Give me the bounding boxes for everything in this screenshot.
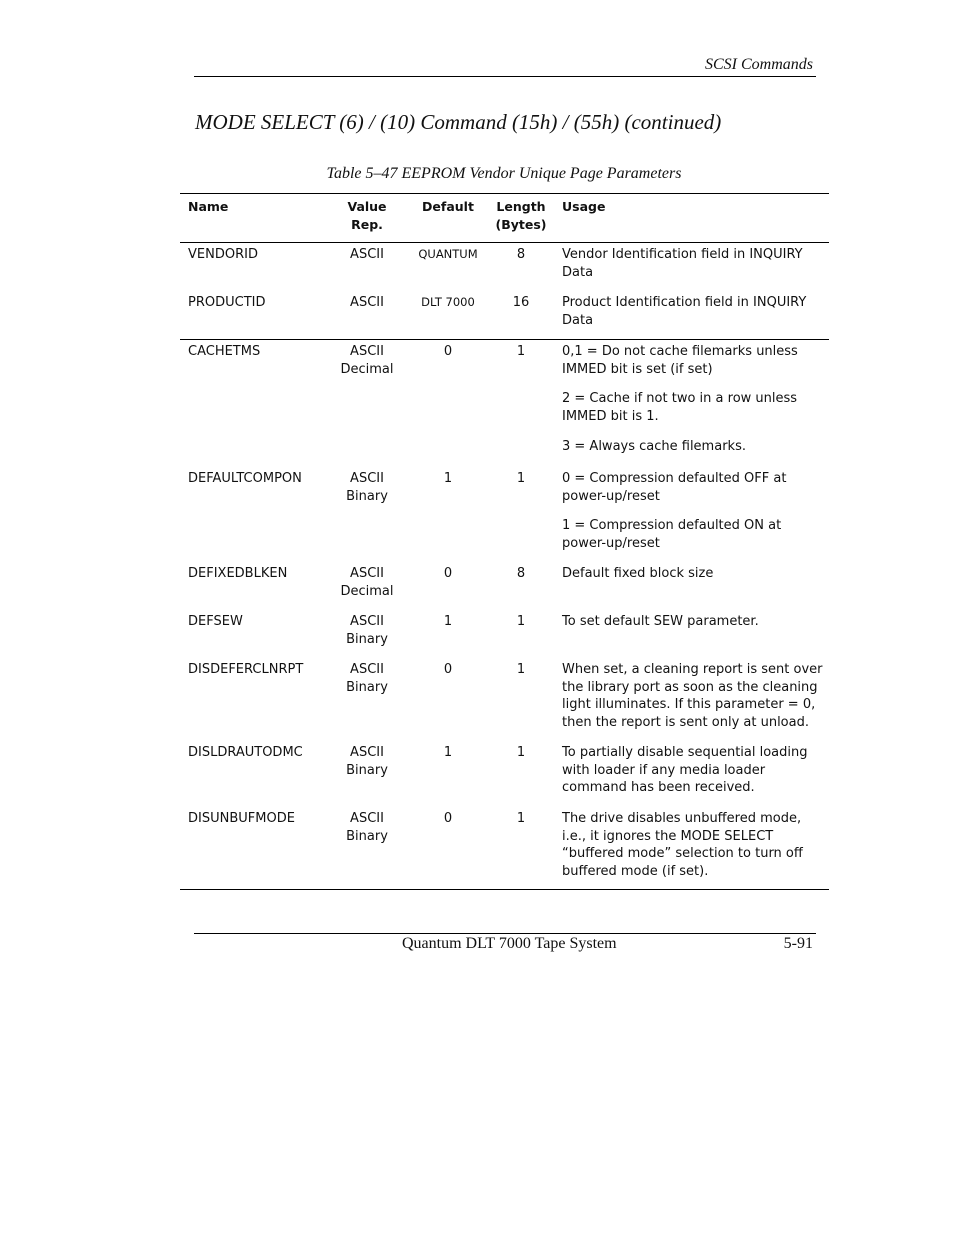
row-length-cachetms: 1 bbox=[516, 344, 526, 359]
running-header: SCSI Commands bbox=[704, 56, 813, 73]
row-default-defsew: 1 bbox=[443, 614, 453, 629]
row-usage-vendorid: Vendor Identification field in INQUIRY Data bbox=[562, 247, 803, 280]
row-default-disldrautodmc: 1 bbox=[443, 745, 453, 760]
row-name-defsew: DEFSEW bbox=[188, 614, 243, 629]
row-default-defixedblken: 0 bbox=[443, 566, 453, 581]
row-usage-cachetms: 0,1 = Do not cache filemarks unless IMMED bit is set (if set) 2 = Cache if not two in a row unless IMMED bit is 1. 3 = Always cache filemarks. bbox=[562, 344, 798, 454]
row-default-cachetms: 0 bbox=[443, 344, 453, 359]
row-usage-defaultcompon: 0 = Compression defaulted OFF at power-up/reset 1 = Compression defaulted ON at power-up/reset bbox=[562, 471, 787, 552]
section-title: MODE SELECT (6) / (10) Command (15h) / (55h) (continued) bbox=[195, 110, 722, 134]
footer-rule bbox=[194, 933, 816, 934]
row-name-disdeferclnrpt: DISDEFERCLNRPT bbox=[188, 662, 304, 677]
row-rep-productid: ASCII bbox=[350, 295, 384, 310]
row-rep-disunbufmode: ASCII Binary bbox=[346, 811, 388, 844]
row-usage-disunbufmode: The drive disables unbuffered mode, i.e., it ignores the MODE SELECT “buffered mode” selection to turn off buffered mode (if set). bbox=[562, 811, 803, 880]
row-rep-vendorid: ASCII bbox=[350, 247, 384, 262]
row-length-disunbufmode: 1 bbox=[516, 811, 526, 826]
row-length-defsew: 1 bbox=[516, 614, 526, 629]
column-header-name: Name bbox=[188, 199, 229, 214]
row-usage-defixedblken: Default fixed block size bbox=[562, 566, 714, 581]
group-rule bbox=[180, 339, 829, 340]
row-usage-productid: Product Identification field in INQUIRY Data bbox=[562, 295, 807, 328]
row-name-disldrautodmc: DISLDRAUTODMC bbox=[188, 745, 303, 760]
row-rep-defixedblken: ASCII Decimal bbox=[340, 566, 394, 599]
row-rep-cachetms: ASCII Decimal bbox=[340, 344, 394, 377]
row-default-vendorid: QUANTUM bbox=[418, 247, 478, 261]
row-name-defaultcompon: DEFAULTCOMPON bbox=[188, 471, 302, 486]
column-header-default: Default bbox=[422, 199, 474, 214]
row-name-cachetms: CACHETMS bbox=[188, 344, 261, 359]
row-length-disdeferclnrpt: 1 bbox=[516, 662, 526, 677]
row-length-disldrautodmc: 1 bbox=[516, 745, 526, 760]
header-bottom-rule bbox=[180, 242, 829, 243]
column-header-value-rep: Value Rep. bbox=[347, 199, 387, 232]
row-rep-defsew: ASCII Binary bbox=[346, 614, 388, 647]
table-caption: Table 5–47 EEPROM Vendor Unique Page Parameters bbox=[326, 165, 682, 182]
row-default-disdeferclnrpt: 0 bbox=[443, 662, 453, 677]
footer-title: Quantum DLT 7000 Tape System bbox=[402, 935, 617, 952]
column-header-usage: Usage bbox=[562, 199, 606, 214]
page-number: 5-91 bbox=[783, 935, 813, 952]
row-default-productid: DLT 7000 bbox=[421, 295, 475, 309]
row-name-vendorid: VENDORID bbox=[188, 247, 258, 262]
row-rep-defaultcompon: ASCII Binary bbox=[346, 471, 388, 504]
row-default-defaultcompon: 1 bbox=[443, 471, 453, 486]
row-length-defixedblken: 8 bbox=[516, 566, 526, 581]
row-name-productid: PRODUCTID bbox=[188, 295, 266, 310]
table-bottom-rule bbox=[180, 889, 829, 890]
row-rep-disldrautodmc: ASCII Binary bbox=[346, 745, 388, 778]
row-length-defaultcompon: 1 bbox=[516, 471, 526, 486]
row-name-disunbufmode: DISUNBUFMODE bbox=[188, 811, 295, 826]
table-top-rule bbox=[180, 193, 829, 194]
row-usage-disdeferclnrpt: When set, a cleaning report is sent over the library port as soon as the cleaning light illuminates. If this parameter = 0, then the report is sent only at unload. bbox=[562, 662, 823, 731]
row-rep-disdeferclnrpt: ASCII Binary bbox=[346, 662, 388, 695]
row-usage-disldrautodmc: To partially disable sequential loading with loader if any media loader command has been received. bbox=[562, 745, 808, 796]
row-name-defixedblken: DEFIXEDBLKEN bbox=[188, 566, 288, 581]
row-length-vendorid: 8 bbox=[516, 247, 526, 262]
row-length-productid: 16 bbox=[512, 295, 530, 310]
column-header-length: Length (Bytes) bbox=[495, 199, 547, 232]
row-usage-defsew: To set default SEW parameter. bbox=[562, 614, 759, 629]
header-rule bbox=[194, 76, 816, 77]
row-default-disunbufmode: 0 bbox=[443, 811, 453, 826]
